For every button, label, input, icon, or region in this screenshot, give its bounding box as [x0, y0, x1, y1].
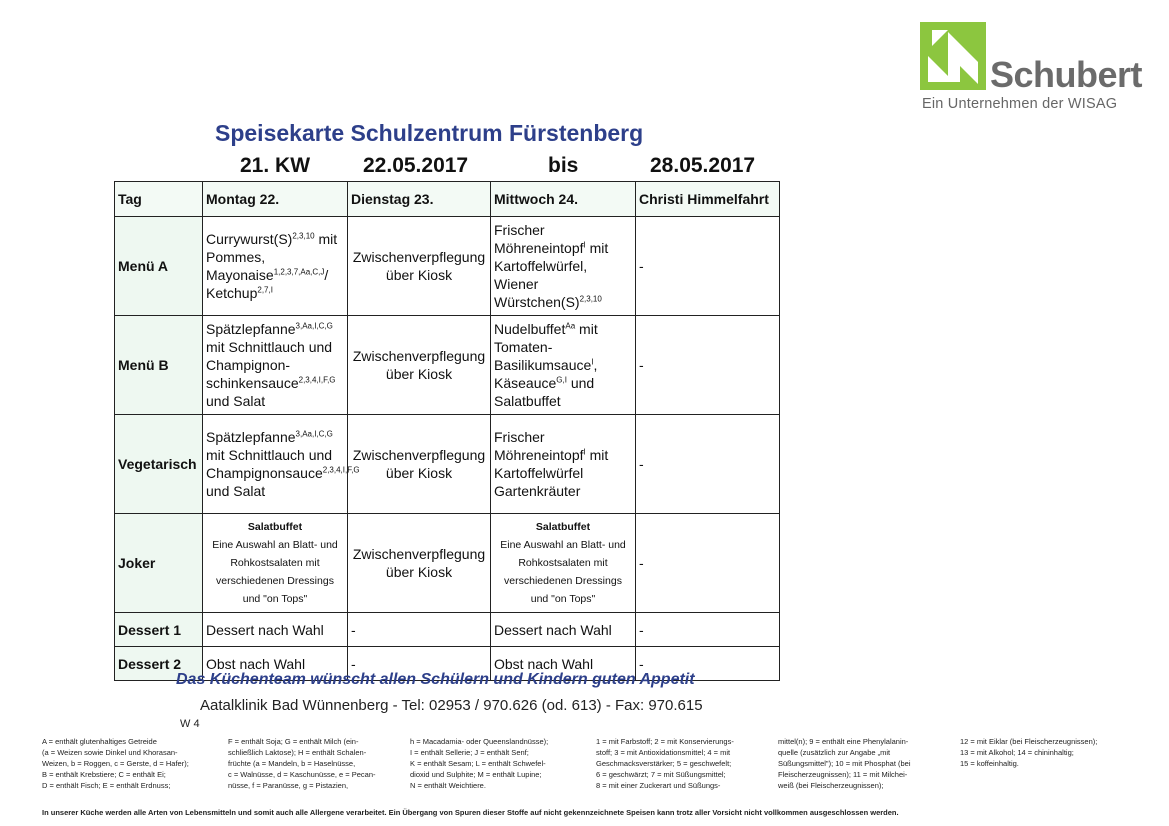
cell-menu-b-wednesday: Nudelbuffet$^{Aa}$ mit Tomaten-Basilikumsauce$^I$, Käseauce$^{G,I}$ und Salatbuffet [491, 316, 636, 415]
page-title: Speisekarte Schulzentrum Fürstenberg [215, 120, 644, 146]
additive-legend-column-2: mittel(n); 9 = enthält eine Phenylalanin- quelle (zusätzlich zur Angabe „mit Süßungsmittel"); 10 = mit Phosphat (bei Fleischerzeugnissen); 11 = mit Milchei- weiß (bei Fleischerzeugnissen); [778, 737, 911, 790]
date-to: 28.05.2017 [650, 154, 756, 177]
table-row [115, 217, 780, 316]
row-label-vegetarian: Vegetarisch [115, 415, 203, 514]
form-code: W 4 [180, 718, 200, 730]
cell-dessert2-tuesday: - [348, 647, 491, 681]
header-day: Tag [115, 182, 203, 217]
row-label-joker: Joker [115, 514, 203, 613]
cell-joker-thursday: - [636, 514, 780, 613]
date-separator: bis [548, 154, 579, 177]
allergen-legend-column-1: A = enthält glutenhaltiges Getreide (a = Weizen sowie Dinkel und Khorasan- Weizen, b = Roggen, c = Gerste, d = Hafer); B = enthält Krebstiere; C = enthält Ei; D = enthält Fisch; E = enthält Erdnuss; [42, 737, 189, 790]
cell-joker-monday: Salatbuffet Eine Auswahl an Blatt- und Rohkostsalaten mit verschiedenen Dressings und "on Tops" [203, 514, 348, 613]
cell-menu-a-tuesday: Zwischenverpflegung über Kiosk [348, 217, 491, 316]
cell-dessert1-monday: Dessert nach Wahl [203, 613, 348, 647]
row-label-menu-a: Menü A [115, 217, 203, 316]
row-label-dessert-2: Dessert 2 [115, 647, 203, 681]
cell-joker-tuesday: Zwischenverpflegung über Kiosk [348, 514, 491, 613]
table-row [115, 613, 780, 647]
cell-dessert1-thursday: - [636, 613, 780, 647]
additive-legend-column-3: 12 = mit Eiklar (bei Fleischerzeugnissen); 13 = mit Alkohol; 14 = chininhaltig; 15 = koffeinhaltig. [960, 737, 1098, 768]
cell-menu-a-wednesday: Frischer Möhreneintopf$^I$ mit Kartoffelwürfel, Wiener $Würstchen(S)^{2,3,10}$ [491, 217, 636, 316]
cell-menu-b-tuesday: Zwischenverpflegung über Kiosk [348, 316, 491, 415]
cell-dessert1-wednesday: Dessert nach Wahl [491, 613, 636, 647]
date-from: 22.05.2017 [363, 154, 469, 177]
additive-legend-column-1: 1 = mit Farbstoff; 2 = mit Konservierungs- stoff; 3 = mit Antioxidationsmittel; 4 = mit Geschmacksverstärker; 5 = geschwefelt; 6 = geschwärzt; 7 = mit Süßungsmittel; 8 = mit einer Zuckerart und Süßungs- [596, 737, 734, 790]
row-label-menu-b: Menü B [115, 316, 203, 415]
cell-menu-b-thursday: - [636, 316, 780, 415]
table-row [115, 415, 780, 514]
cell-dessert2-wednesday: Obst nach Wahl [491, 647, 636, 681]
logo-brand: Schubert [990, 54, 1143, 95]
header-monday: Montag 22. [203, 182, 348, 217]
logo-tagline: Ein Unternehmen der WISAG [922, 96, 1118, 112]
cell-dessert2-monday: Obst nach Wahl [203, 647, 348, 681]
cell-menu-a-thursday: - [636, 217, 780, 316]
cell-menu-a-monday: $Currywurst(S)^{2,3,10}$ mit Pommes, Mayonaise$^{1,2,3,7,Aa,C,J}$/ Ketchup$^{2,7,I}$ [203, 217, 348, 316]
cell-dessert2-thursday: - [636, 647, 780, 681]
cell-veg-wednesday: Frischer Möhreneintopf$^I$ mit Kartoffelwürfel Gartenkräuter [491, 415, 636, 514]
allergen-legend-column-2: F = enthält Soja; G = enthält Milch (ein- schließlich Laktose); H = enthält Schalen- früchte (a = Mandeln, b = Haselnüsse, c = Walnüsse, d = Kaschunüsse, e = Pecan- nüsse, f = Paranüsse, g = Pistazien, [228, 737, 376, 790]
calendar-week: 21. KW [240, 154, 311, 177]
table-row [115, 316, 780, 415]
contact-info: Aatalklinik Bad Wünnenberg - Tel: 02953 / 970.626 (od. 613) - Fax: 970.615 [200, 697, 703, 714]
schubert-logo [920, 22, 1143, 114]
allergen-disclaimer: In unserer Küche werden alle Arten von Lebensmitteln und somit auch alle Allergene verarbeitet. Ein Übergang von Spuren dieser Stoffe auf nicht gekennzeichnete Speisen kann trotz aller Vorsicht nicht vollkommen ausgeschlossen werden. [42, 808, 899, 817]
cell-veg-thursday: - [636, 415, 780, 514]
cell-menu-b-monday: Spätzlepfanne$^{3,Aa,I,C,G}$ mit Schnittlauch und Champignon-schinkensauce$^{2,3,4,I,F,G}$ und Salat [203, 316, 348, 415]
menu-table [114, 181, 780, 681]
allergen-legend-column-3: h = Macadamia- oder Queenslandnüsse); I = enthält Sellerie; J = enthält Senf; K = enthält Sesam; L = enthält Schwefel- dioxid und Sulphite; M = enthält Lupine; N = enthält Weichtiere. [410, 737, 549, 790]
cell-veg-tuesday: Zwischenverpflegung über Kiosk [348, 415, 491, 514]
cell-veg-monday: Spätzlepfanne$^{3,Aa,I,C,G}$ mit Schnittlauch und Champignonsauce$^{2,3,4,I,F,G}$ und Salat [203, 415, 348, 514]
appetit-message: Das Küchenteam wünscht allen Schülern und Kindern guten Appetit [176, 671, 695, 688]
table-row [115, 514, 780, 613]
schubert-logo-mark-icon [920, 22, 986, 90]
row-label-dessert-1: Dessert 1 [115, 613, 203, 647]
header-thursday: Christi Himmelfahrt [636, 182, 780, 217]
header-wednesday: Mittwoch 24. [491, 182, 636, 217]
cell-joker-wednesday: Salatbuffet Eine Auswahl an Blatt- und Rohkostsalaten mit verschiedenen Dressings und "on Tops" [491, 514, 636, 613]
cell-dessert1-tuesday: - [348, 613, 491, 647]
table-header-row [115, 182, 780, 217]
header-tuesday: Dienstag 23. [348, 182, 491, 217]
